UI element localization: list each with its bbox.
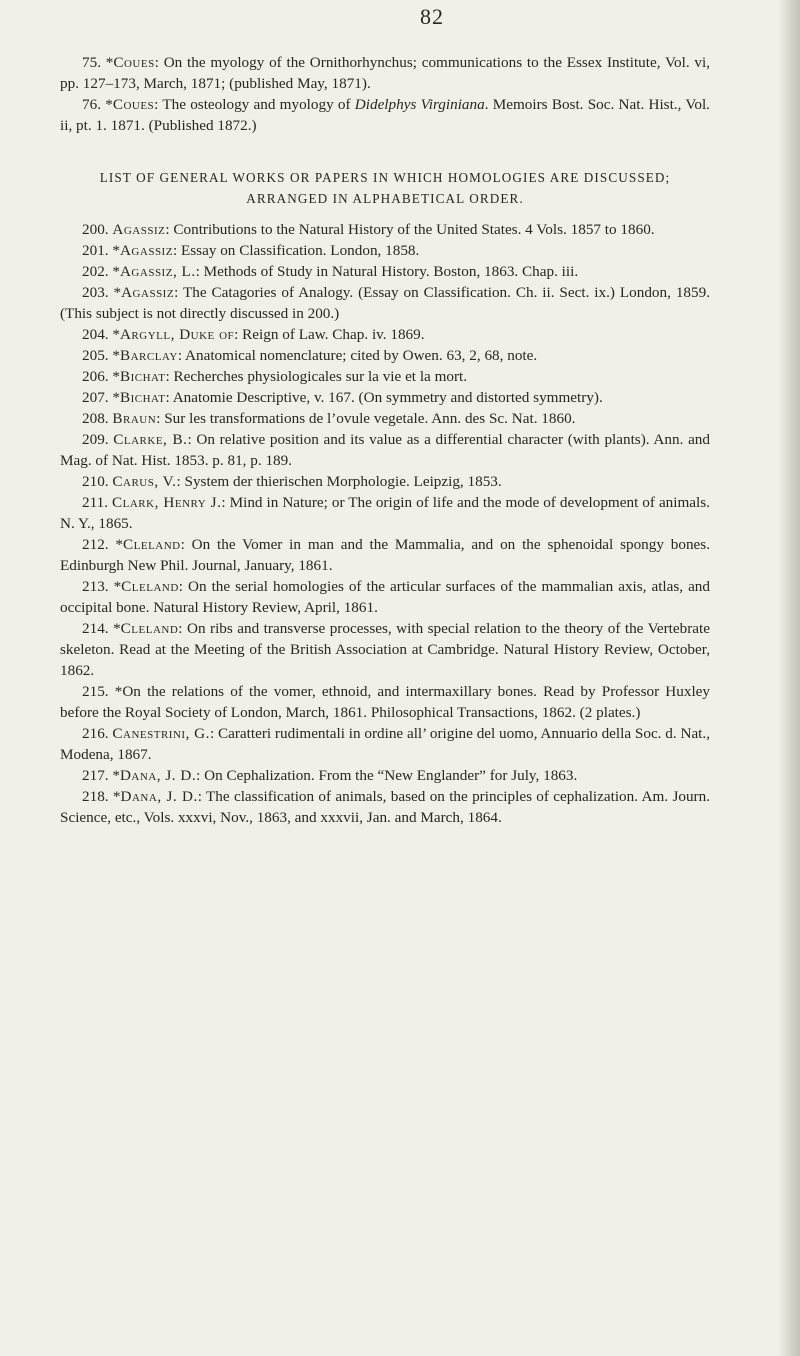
entry-number: 203. — [82, 284, 109, 301]
entry-author: Argyll, Duke of — [119, 326, 235, 343]
bibliography-entry — [60, 282, 710, 324]
bibliography-entry — [60, 240, 710, 261]
bibliography-entry — [60, 723, 710, 765]
entry-number: 201. — [82, 242, 109, 259]
entry-author: Carus, V. — [112, 473, 177, 490]
entry-star: * — [112, 389, 120, 406]
bibliography-entry — [60, 618, 710, 681]
entry-star: * — [115, 536, 123, 553]
entry-text: Sur les transformations de l’ovule vegetale. Ann. des Sc. Nat. 1860. — [164, 410, 576, 427]
entry-number: 217. — [82, 767, 109, 784]
bibliography-entry — [60, 492, 710, 534]
entry-separator: : — [221, 494, 230, 511]
entry-text: On relative position and its value as a differential character (with plants). Ann. and Mag. of Nat. Hist. 1853. p. 81, p. 189. — [60, 431, 710, 469]
entry-separator: : — [178, 620, 187, 637]
entry-separator: : — [177, 347, 186, 364]
entry-text: Anatomical nomenclature; cited by Owen. 63, 2, 68, note. — [185, 347, 538, 364]
entry-author: Bichat — [119, 368, 166, 385]
entry-separator: : — [196, 767, 205, 784]
entry-author: Dana, J. D. — [120, 788, 198, 805]
entry-star: * — [105, 54, 114, 71]
entry-text: On the myology of the Ornithorhynchus; communications to the Essex Institute, Vol. vi, pp. 127–173, March, 1871; (published May, 1871). — [60, 54, 710, 92]
entry-author: Agassiz — [119, 242, 173, 259]
bibliography-entry — [60, 261, 710, 282]
entries — [60, 52, 710, 828]
bibliography-entry — [60, 324, 710, 345]
entry-text: Mind in Nature; or The origin of life and the mode of development of animals. N. Y., 1865. — [60, 494, 710, 532]
entry-number: 212. — [82, 536, 109, 553]
bibliography-entry — [60, 408, 710, 429]
entry-title-italic: Didelphys Virginiana — [354, 96, 485, 113]
page-number: 82 — [420, 4, 444, 29]
bibliography-entry — [60, 681, 710, 723]
entry-author: Barclay — [119, 347, 178, 364]
entry-star: * — [112, 326, 120, 343]
entry-text: On ribs and transverse processes, with special relation to the theory of the Vertebrate skeleton. Read at the Meeting of the British Association at Cambridge. Natural History Review, October, 1862. — [60, 620, 710, 679]
entry-separator: : — [156, 410, 165, 427]
entry-text: System der thierischen Morphologie. Leipzig, 1853. — [184, 473, 502, 490]
entry-separator: : — [172, 242, 181, 259]
entry-number: 200. — [82, 221, 109, 238]
entry-text: The osteology and myology of — [162, 96, 355, 113]
bibliography-entry — [60, 471, 710, 492]
entry-text: Caratteri rudimentali in ordine all’ origine del uomo, Annuario della Soc. d. Nat., Modena, 1867. — [60, 725, 711, 763]
entry-number: 204. — [82, 326, 109, 343]
entry-star: * — [113, 284, 122, 301]
bibliography-entry — [60, 219, 710, 240]
entry-star: * — [112, 788, 121, 805]
bibliography-entry — [60, 387, 710, 408]
entry-separator: : — [154, 54, 164, 71]
entry-number: 75. — [82, 54, 101, 71]
entry-author: Cleland — [120, 620, 179, 637]
entry-number: 216. — [82, 725, 109, 742]
entry-separator: : — [195, 263, 204, 280]
entry-text: Reign of Law. Chap. iv. 1869. — [242, 326, 425, 343]
entry-text: The Catagories of Analogy. (Essay on Classification. Ch. ii. Sect. ix.) London, 1859. (This subject is not directly discussed in 200.) — [60, 284, 711, 322]
entry-number: 202. — [82, 263, 109, 280]
entry-separator: : — [209, 725, 218, 742]
entry-separator: : — [197, 788, 207, 805]
entry-text: On the serial homologies of the articular surfaces of the mammalian axis, atlas, and occipital bone. Natural History Review, April, 1861. — [60, 578, 710, 616]
entry-text: Contributions to the Natural History of the United States. 4 Vols. 1857 to 1860. — [173, 221, 655, 238]
bibliography-entry — [60, 765, 710, 786]
entry-star: * — [114, 683, 123, 700]
entry-author: Agassiz, L. — [119, 263, 196, 280]
entry-star: * — [112, 368, 120, 385]
bibliography-entry — [60, 366, 710, 387]
top-entries — [60, 52, 710, 136]
bibliography-entry — [60, 52, 710, 94]
entry-separator: : — [187, 431, 197, 448]
entry-text: On the relations of the vomer, ethnoid, and intermaxillary bones. Read by Professor Huxley before the Royal Society of London, March, 1861. Philosophical Transactions, 1862. (2 plates.) — [60, 683, 711, 721]
entry-author: Agassiz — [112, 221, 166, 238]
entry-number: 207. — [82, 389, 109, 406]
entry-number: 210. — [82, 473, 109, 490]
entry-star: * — [112, 263, 120, 280]
entry-text: The classification of animals, based on the principles of cephalization. Am. Journ. Science, etc., Vols. xxxvi, Nov., 1863, and xxxvii, Jan. and March, 1864. — [60, 788, 710, 826]
entry-separator: : — [234, 326, 243, 343]
entry-number: 214. — [82, 620, 109, 637]
entry-author: Bichat — [119, 389, 166, 406]
list-entries — [60, 219, 710, 828]
entry-author: Agassiz — [121, 284, 175, 301]
entry-number: 206. — [82, 368, 109, 385]
entry-text: Essay on Classification. London, 1858. — [180, 242, 420, 259]
list-header: LIST OF GENERAL WORKS OR PAPERS IN WHICH HOMOLOGIES ARE DISCUSSED; ARRANGED IN ALPHABETICAL ORDER. — [99, 170, 671, 206]
entry-separator: : — [178, 578, 189, 595]
entry-author: Clark, Henry J. — [112, 494, 222, 511]
entry-author: Cleland — [123, 536, 181, 553]
entry-star: * — [112, 347, 120, 364]
entry-star: * — [112, 242, 120, 259]
page-edge-shadow — [778, 0, 800, 1356]
entry-text: . Memoirs Bost. Soc. Nat. Hist., Vol. ii, pt. 1. 1871. (Published 1872.) — [60, 96, 710, 134]
bibliography-entry — [60, 534, 710, 576]
entry-number: 209. — [82, 431, 109, 448]
entry-author: Cleland — [121, 578, 179, 595]
entry-star: * — [113, 578, 122, 595]
entry-star: * — [113, 620, 121, 637]
entry-separator: : — [180, 536, 192, 553]
entry-separator: : — [174, 284, 183, 301]
entry-author: Clarke, B. — [113, 431, 188, 448]
entry-number: 211. — [82, 494, 109, 511]
entry-separator: : — [154, 96, 163, 113]
entry-text: Anatomie Descriptive, v. 167. (On symmetry and distorted symmetry). — [172, 389, 603, 406]
entry-text: Methods of Study in Natural History. Boston, 1863. Chap. iii. — [203, 263, 579, 280]
entry-text: On the Vomer in man and the Mammalia, and on the sphenoidal spongy bones. Edinburgh New Phil. Journal, January, 1861. — [60, 536, 710, 574]
entry-number: 76. — [82, 96, 101, 113]
entry-number: 205. — [82, 347, 109, 364]
entry-text: Recherches physiologicales sur la vie et la mort. — [173, 368, 468, 385]
entry-number: 208. — [82, 410, 109, 427]
entry-number: 218. — [82, 788, 109, 805]
entry-number: 213. — [82, 578, 109, 595]
bibliography-entry — [60, 94, 710, 136]
entry-separator: : — [165, 368, 174, 385]
entry-author: Dana, J. D. — [119, 767, 197, 784]
bibliography-entry — [60, 345, 710, 366]
entry-separator: : — [165, 221, 174, 238]
entry-star: * — [105, 96, 113, 113]
entry-author: Canestrini, G. — [112, 725, 210, 742]
entry-number: 215. — [82, 683, 109, 700]
entry-separator: : — [165, 389, 173, 406]
bibliography-entry — [60, 576, 710, 618]
bibliography-entry — [60, 786, 710, 828]
entry-text: On Cephalization. From the “New Englander” for July, 1863. — [204, 767, 578, 784]
entry-author: Coues — [112, 96, 155, 113]
entry-star: * — [112, 767, 120, 784]
bibliography-entry — [60, 429, 710, 471]
entry-author: Braun — [112, 410, 157, 427]
entry-author: Coues — [113, 54, 155, 71]
entry-separator: : — [176, 473, 185, 490]
